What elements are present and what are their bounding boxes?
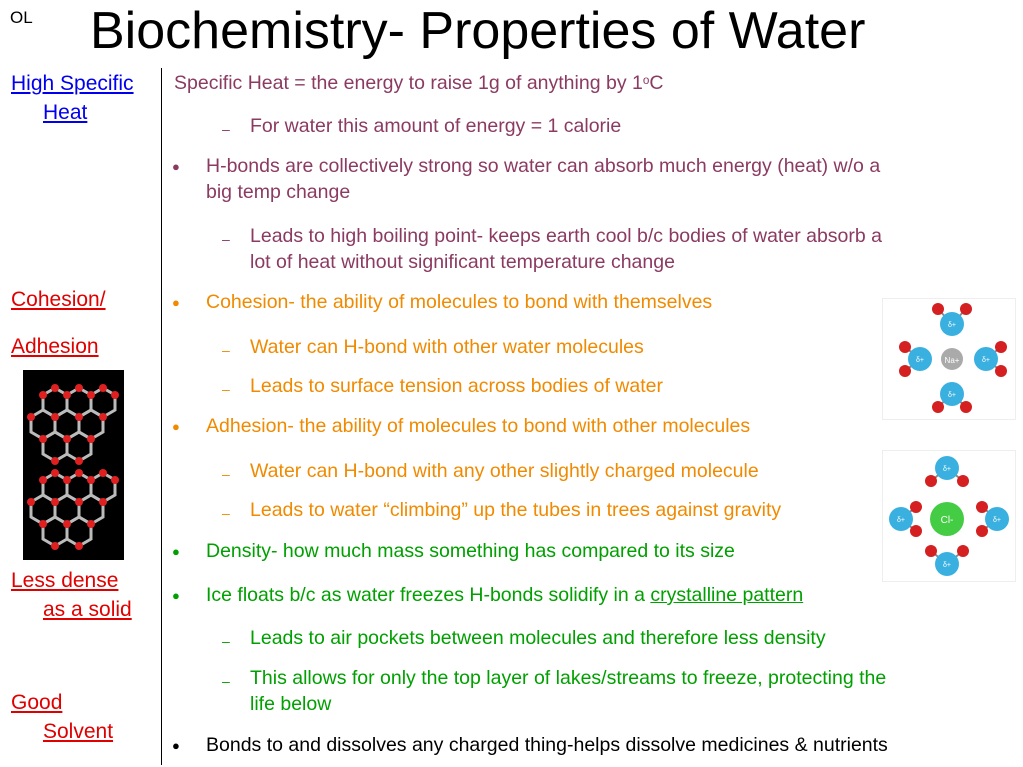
specific-heat-definition: [174, 70, 663, 96]
water-partial-label: δ+: [897, 517, 905, 524]
bullet-marker: ●: [172, 159, 180, 174]
water-partial-label: δ+: [943, 562, 951, 569]
sidebar-link-adhesion[interactable]: Adhesion: [11, 335, 99, 358]
sidebar-link-solvent[interactable]: Solvent: [43, 720, 114, 743]
solvent-text: Bonds to and dissolves any charged thing-helps dissolve medicines & nutrients: [206, 734, 888, 756]
dash-marker: –: [222, 342, 230, 358]
sodium-hydration-diagram: [882, 298, 1016, 420]
water-partial-label: δ+: [982, 357, 990, 364]
sodium-label: Na+: [944, 356, 960, 365]
crystalline-pattern-link[interactable]: crystalline pattern: [650, 584, 804, 606]
sidebar-link-as-a-solid[interactable]: as a solid: [43, 598, 132, 621]
cohesion-sub2: Leads to surface tension across bodies of water: [250, 375, 663, 397]
water-partial-label: δ+: [948, 322, 956, 329]
ice-sub2-line2: life below: [250, 693, 332, 715]
dash-marker: –: [222, 231, 230, 247]
bullet-marker: ●: [172, 419, 180, 434]
adhesion-definition: Adhesion- the ability of molecules to bond with other molecules: [206, 415, 751, 437]
sidebar-link-good[interactable]: Good: [11, 691, 63, 714]
dash-marker: –: [222, 466, 230, 482]
density-definition: Density- how much mass something has compared to its size: [206, 540, 735, 562]
bullet-marker: ●: [172, 588, 180, 603]
dash-marker: –: [222, 381, 230, 397]
degree-sup: o: [642, 74, 650, 87]
cohesion-sub1: Water can H-bond with other water molecules: [250, 336, 644, 358]
slide-tag: OL: [10, 8, 33, 27]
dash-marker: –: [222, 505, 230, 521]
bullet-marker: ●: [172, 544, 180, 559]
sidebar-link-high-specific[interactable]: High Specific: [11, 72, 134, 95]
specific-heat-text: Specific Heat = the energy to raise 1g of anything by 1: [174, 72, 643, 94]
ice-floats-lead: Ice floats b/c as water freezes H-bonds solidify in a: [206, 584, 651, 606]
chloride-label: Cl-: [940, 515, 954, 526]
ice-floats-text: [206, 582, 803, 608]
ice-sub2-line1: This allows for only the top layer of lakes/streams to freeze, protecting the: [250, 667, 887, 689]
sidebar-link-cohesion[interactable]: Cohesion/: [11, 288, 106, 311]
water-partial-label: δ+: [916, 357, 924, 364]
ice-lattice-image: [23, 370, 124, 560]
adhesion-sub1: Water can H-bond with any other slightly charged molecule: [250, 460, 759, 482]
water-partial-label: δ+: [993, 517, 1001, 524]
calorie-text: For water this amount of energy = 1 calorie: [250, 115, 622, 137]
bullet-marker: ●: [172, 738, 180, 753]
water-partial-label: δ+: [948, 392, 956, 399]
slide-title: Biochemistry- Properties of Water: [90, 2, 866, 60]
dash-marker: –: [222, 633, 230, 649]
water-partial-label: δ+: [943, 466, 951, 473]
boiling-text-1: Leads to high boiling point- keeps earth cool b/c bodies of water absorb a: [250, 225, 882, 247]
dash-marker: –: [222, 673, 230, 689]
dash-marker: –: [222, 121, 230, 137]
celsius-unit: C: [649, 72, 664, 94]
ice-sub1: Leads to air pockets between molecules and therefore less density: [250, 627, 826, 649]
chloride-hydration-diagram: [882, 450, 1016, 582]
hbonds-text-2: big temp change: [206, 181, 351, 203]
boiling-text-2: lot of heat without significant temperature change: [250, 251, 675, 273]
sidebar-link-heat[interactable]: Heat: [43, 101, 88, 124]
adhesion-sub2: Leads to water “climbing” up the tubes in trees against gravity: [250, 499, 782, 521]
cohesion-definition: Cohesion- the ability of molecules to bond with themselves: [206, 291, 713, 313]
sidebar-divider: [161, 68, 162, 765]
sidebar-link-less-dense[interactable]: Less dense: [11, 569, 119, 592]
bullet-marker: ●: [172, 295, 180, 310]
hbonds-text-1: H-bonds are collectively strong so water can absorb much energy (heat) w/o a: [206, 155, 881, 177]
